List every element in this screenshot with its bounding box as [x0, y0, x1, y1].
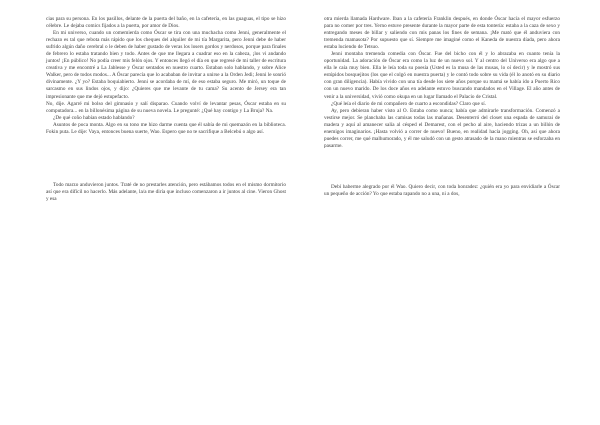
paragraph: ¿Qué leía el diario de mi compañero de cuarto a escondidas? Claro que sí. — [331, 100, 487, 107]
paragraph: En mi universo, cuando un comemierda como Óscar se tira con una muchacha como Jenni, generalmente el rechazo es tal que rebota más rápido que los cheques del alquiler de mi tía Margarita, pero Jenni debe de haber sufrido algún daño cerebral o le deben de haber gustado de veras los losers gordos y nerdosos, porque para finales de febrero lo estaba tratando bien y todo. Antes de que me llegara a cuadrar eso en la cabeza, ¡los vi andando juntos! ¡En público! No podía creer mis felón ojos. Y entonces llegó el día en que regresé de mi taller de escritura creativa y me encontré a La Jablesse y Óscar sentados en nuestro cuarto. Estaban solo hablando, y sobre Alice Walker, pero de todos modos... A Óscar parecía que lo acababan de invitar a unirse a la Orden Jedi; Jenni le sonrió divinamente. ¿Y yo? Estaba boquiabierto. Jenni se acordaba de mí, de eso estaba seguro. Me miró, un toque de sarcasmo en sus lindos ojos, y dijo: ¿Quieres que me levante de tu cama? Su acento de Jersey era tan impresionante que me dejó estupefacto. — [46, 30, 286, 100]
right-page-block-1 — [324, 16, 560, 150]
paragraph: Ay, pero debieran haber visto al O. Estaba como nunca; había que admirarle transformación. Comenzó a vestirse mejor. Se planchaba las camisas todas las mañanas. Desenterró del closet una espada de samurai de madera y aquí al amanecer salía al césped el Demarest, con el pecho al aire, haciendo trizas a un billón de enemigos imaginarios. ¡Hasta volvió a correr de nuevo! Bueno, en realidad hacía jogging. Oh, así que ahora puedes correr, me qué malhumorado, y él me saludó con un gesto atrasado de la mano mientras se esforzaba en pasarme. — [324, 107, 560, 149]
paragraph: Debí haberme alegrado por él Wao. Quiero decir, con toda honradez: ¿quién era yo para envidiarle a Óscar un pequeño de acción? Yo que estaba rapando no a una, ni a dos, — [324, 183, 560, 197]
left-page — [46, 16, 286, 203]
paragraph: No, dije. Agarré mi bolso del gimnasio y salí disparao. Cuando volví de levantar pesas, Óscar estaba en su computadora... en la billonésima página de su nueva novela. Le pregunté: ¿Qué hay contigo y La Bruja? Na. — [46, 100, 286, 114]
right-page-block-2 — [324, 184, 560, 198]
left-page-block-1 — [46, 16, 286, 136]
paragraph: Asuntos de poca monta. Algo en su tono me hizo darme cuenta que él sabía de mi quemazón en la biblioteca. Fokin puta. Le dije: Vaya, entonces buena suerte, Wao. Espero que no te sacrifique a Belcebú o algo así. — [46, 121, 286, 135]
paragraph: Jenni montaba tremenda comedia con Óscar. Fue del bicho con él y lo abrazaba en cuanto tenía la oportunidad. La adoración de Óscar era como la luz de un nuevo sol. Y al centro del Universo era algo que a ella le caía muy bien. Ella le leía toda su poesía (Usted es la musa de las musas, lo oí decir) y le mostró sus estúpidos bosquejitos (los que el colgó en nuestra puerta) y le contó todo sobre su vida (él lo anotó en su diario con gran diligencia). Había vivido con una tía desde los siete años porque su mamá se había ido a Puerto Rico con un nuevo marido. De los doce años en adelante estuvo buscando mandados en el Village. El año antes de venir a la universidad, vivió como okupa en un lugar llamado el Palacio de Cristal. — [324, 51, 560, 100]
section-break — [46, 136, 286, 182]
gutter — [300, 0, 301, 425]
right-page — [324, 16, 560, 198]
paragraph: cias para su persona. En los pasillos, delante de la puerta del baño, en la cafetería, en las guaguas, el tipo se hizo célebre. Le dejaba comics fijados a la puerta, por amor de Dios. — [46, 16, 286, 30]
left-page-block-2 — [46, 182, 286, 203]
paragraph: otra mierda llamada Hardware. Iban a la cafetería Franklin después, en donde Óscar hacía el mayor esfuerzo para no comer por tres. Yerno estuve presente durante la mayor parte de esta tontería: estaba a la caza de sexo y entregando meses de billar y saliendo con mis panas los fines de semana. ¡Me mató que él anduviera con tremenda mamasota? Por supuesto que sí. Siempre me imaginé como el Kaneda de nuestra díada, pero ahora estaba luciendo de Tetsuo. — [324, 16, 560, 51]
paragraph: Todo marzo anduvieron juntos. Traté de no prestarles atención, pero estábamos todos en el mismo dormitorio así que era difícil no hacerlo. Más adelante, la/a me diría que incluso comenzaron a ir juntos al cine. Vieron Ghost y esa — [46, 181, 286, 202]
paragraph: ¿De qué coño habían estado hablando? — [53, 114, 135, 121]
section-break — [324, 150, 560, 184]
